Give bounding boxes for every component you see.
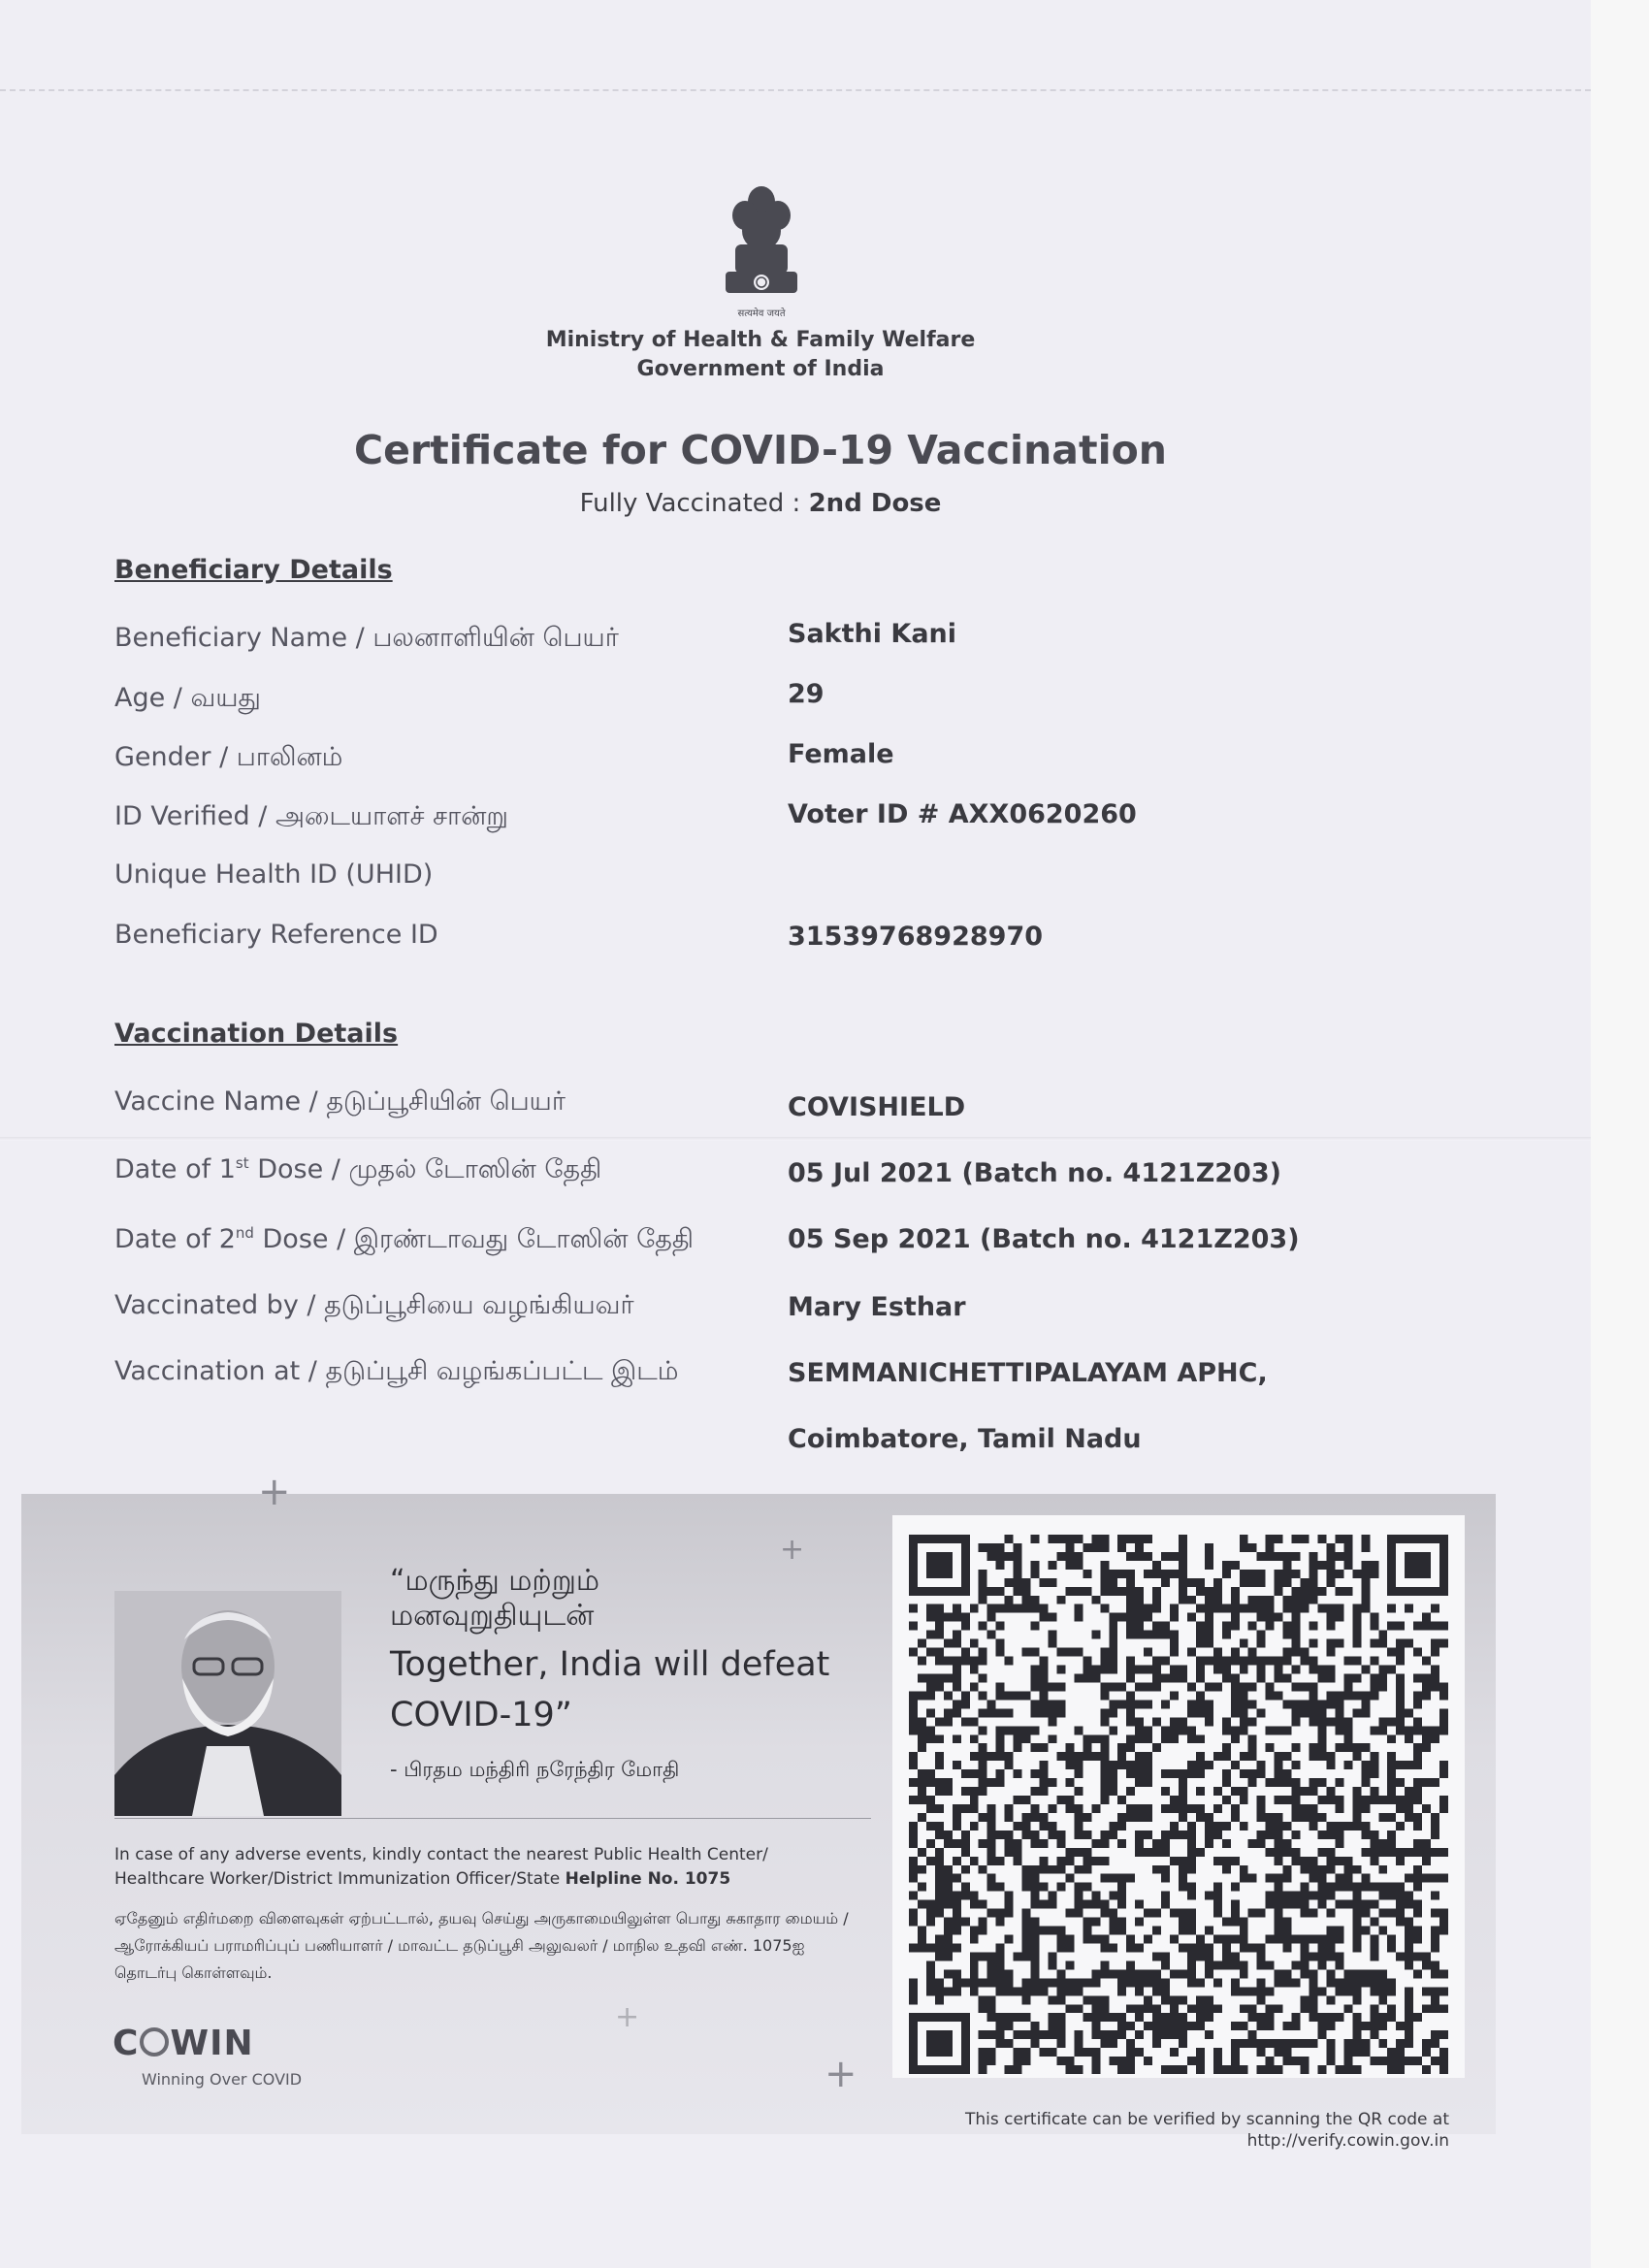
reference-id-label: Beneficiary Reference ID [114, 920, 438, 950]
certificate-title: Certificate for COVID-19 Vaccination [354, 427, 1167, 473]
quote-attribution: - பிரதம மந்திரி நரேந்திர மோதி [390, 1758, 680, 1781]
vaccinated-by-value: Mary Esthar [788, 1292, 966, 1322]
vaccination-at-value-line1: SEMMANICHETTIPALAYAM APHC, [788, 1358, 1268, 1388]
dose2-label-sup: nd [235, 1224, 254, 1242]
logo-letter-c: C [113, 2024, 140, 2063]
qr-finder-pattern [909, 1535, 970, 1596]
adverse-events-notice-tamil: ஏதேனும் எதிர்மறை விளைவுகள் ஏற்பட்டால், தயவு செய்து அருகாமையிலுள்ள பொது சுகாதார மையம் / ஆரோக்கியப் பராமரிப்புப் பணியாளர் / மாவட்ட தடுப்பூசி அலுவலர் / மாநில உதவி எண். 1075ஐ தொடர்பு கொள்ளவும். [114, 1909, 849, 1982]
quote-tamil-line1: “மருந்து மற்றும் [390, 1564, 600, 1598]
plus-decoration-icon: + [258, 1470, 291, 1514]
vaccinated-by-label: Vaccinated by / தடுப்பூசியை வழங்கியவர் [114, 1290, 634, 1320]
age-value: 29 [788, 679, 824, 709]
quote-tamil [390, 1564, 599, 1634]
vaccination-details-heading: Vaccination Details [114, 1019, 399, 1049]
plus-decoration-icon: + [780, 1533, 805, 1567]
plus-decoration-icon: + [615, 2000, 640, 2034]
government-name: Government of India [636, 357, 885, 381]
cowin-tagline: Winning Over COVID [142, 2070, 303, 2089]
reference-id-value: 31539768928970 [788, 922, 1044, 952]
adverse-events-text: In case of any adverse events, kindly contact the nearest Public Health Center/ Healthcare Worker/District Immunization Officer/State [114, 1845, 768, 1889]
dose2-label-pre: Date of 2 [114, 1224, 236, 1254]
emblem-motto: सत्यमेव जयते [737, 308, 786, 319]
beneficiary-details-heading: Beneficiary Details [114, 555, 393, 585]
vaccine-name-value: COVISHIELD [788, 1092, 966, 1122]
page-edge [1591, 0, 1649, 2268]
qr-finder-pattern [909, 2013, 970, 2074]
vaccine-name-label: Vaccine Name / தடுப்பூசியின் பெயர் [114, 1086, 566, 1117]
beneficiary-name-value: Sakthi Kani [788, 619, 957, 649]
cowin-logo [113, 2024, 254, 2063]
qr-finder-pattern [1387, 1535, 1448, 1596]
dose1-date-value: 05 Jul 2021 (Batch no. 4121Z203) [788, 1158, 1281, 1188]
quote-tamil-line2: மனவுறுதியுடன் [390, 1599, 595, 1633]
verification-note [834, 2109, 1449, 2152]
id-verified-label: ID Verified / அடையாளச் சான்று [114, 801, 508, 831]
id-verified-value: Voter ID # AXX0620260 [788, 799, 1137, 829]
qr-code[interactable] [906, 1535, 1451, 2074]
verification-url[interactable]: http://verify.cowin.gov.in [1246, 2131, 1449, 2151]
ministry-heading [0, 326, 1521, 384]
vaccination-at-value-line2: Coimbatore, Tamil Nadu [788, 1424, 1142, 1454]
helpline-number: Helpline No. 1075 [565, 1869, 731, 1889]
fold-line [0, 1137, 1591, 1141]
plus-decoration-icon: + [824, 2052, 857, 2096]
status-value: 2nd Dose [808, 489, 942, 518]
prime-minister-photo [114, 1591, 341, 1816]
dose1-label-pre: Date of 1 [114, 1154, 236, 1184]
gender-label: Gender / பாலினம் [114, 742, 343, 772]
national-emblem-icon [718, 180, 805, 322]
uhid-label: Unique Health ID (UHID) [114, 859, 434, 890]
dose2-label-post: Dose / இரண்டாவது டோஸின் தேதி [253, 1224, 695, 1254]
vaccination-at-label: Vaccination at / தடுப்பூசி வழங்கப்பட்ட இடம் [114, 1356, 679, 1386]
dose1-label-post: Dose / முதல் டோஸின் தேதி [248, 1154, 602, 1184]
adverse-events-notice [114, 1843, 852, 1892]
dose1-label-sup: st [235, 1154, 249, 1172]
vaccination-status [0, 489, 1521, 518]
verification-text: This certificate can be verified by scanning the QR code at [964, 2110, 1449, 2129]
ministry-name: Ministry of Health & Family Welfare [545, 328, 976, 352]
beneficiary-name-label: Beneficiary Name / பலனாளியின் பெயர் [114, 623, 619, 653]
status-label: Fully Vaccinated : [579, 489, 809, 518]
dose1-date-label [114, 1154, 601, 1188]
quote-english: Together, India will defeat COVID-19” [390, 1645, 830, 1734]
gender-value: Female [788, 739, 894, 769]
logo-o-icon [140, 2027, 169, 2057]
perforation-line [0, 89, 1591, 91]
dose2-date-label [114, 1224, 694, 1258]
age-label: Age / வயது [114, 683, 261, 713]
dose2-date-value: 05 Sep 2021 (Batch no. 4121Z203) [788, 1224, 1300, 1254]
logo-letters-win: WIN [170, 2024, 254, 2063]
banner-divider [114, 1818, 871, 1819]
